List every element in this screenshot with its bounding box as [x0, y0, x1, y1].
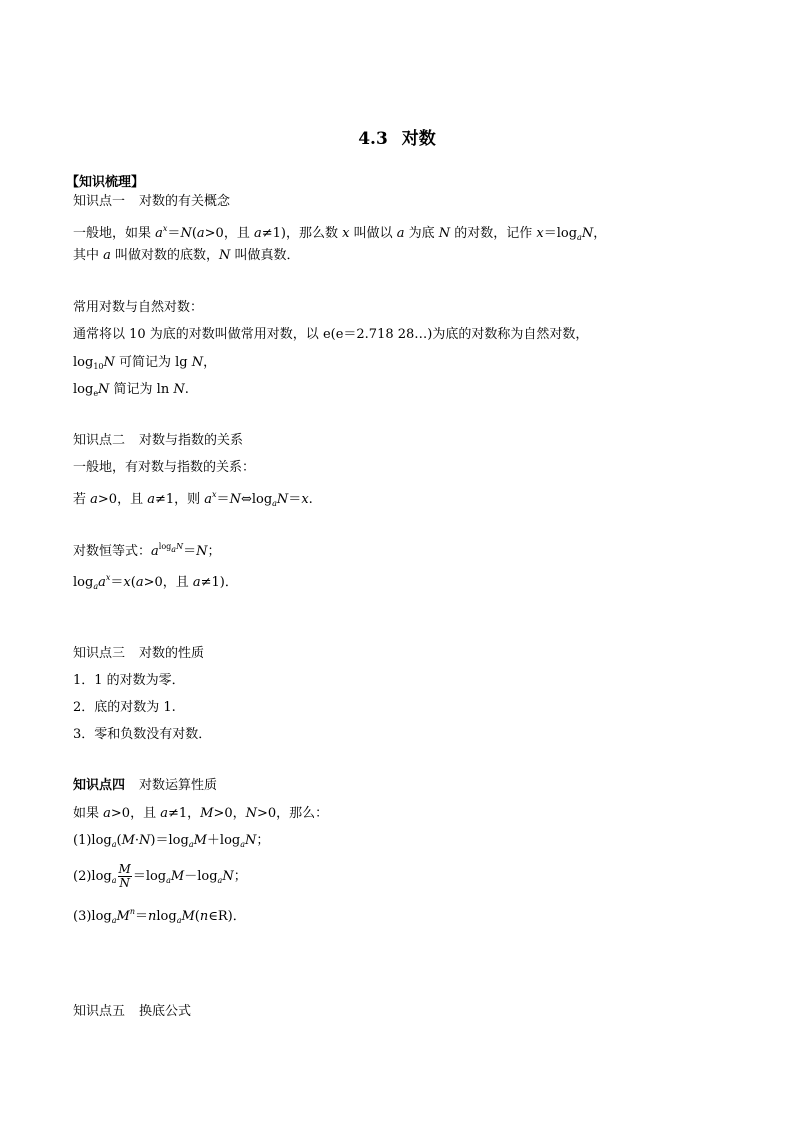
kp4-formula-1: $(1)\log_a(M\cdot N)=\log_aM+\log_aN$；: [73, 833, 270, 849]
title-text: 对数: [401, 129, 436, 149]
kp4-formula-2: $(2)\log_a$ $\frac{M}{N}$ $=\log_aM-\log_aN$；: [73, 862, 247, 890]
kp2-line1: 一般地，有对数与指数的关系：: [73, 460, 256, 475]
common-log-line1: 通常将以 10 为底的对数叫做常用对数，以 e(e＝2.718 28…)为底的对数称为自然对数，: [73, 327, 589, 342]
kp3-item-2: 2．底的对数为 1.: [73, 700, 176, 715]
kp3-item-3: 3．零和负数没有对数．: [73, 727, 212, 742]
kp2-line4: $\log_aa^x=x(a>0$，且 a≠1)．: [73, 573, 238, 591]
kp3-heading: [73, 645, 204, 663]
kp1-name: 对数的有关概念: [139, 194, 231, 209]
common-log-line2: $\log_{10}N$ 可简记为 lg N，: [73, 355, 217, 371]
kp4-name: 对数运算性质: [139, 778, 218, 793]
kp3-name: 对数的性质: [139, 646, 205, 661]
kp2-line2: 若 a>0，且 a≠1，则 $a^x=N\Leftrightarrow\log_aN=x$.: [73, 490, 313, 508]
kp2-identity: 对数恒等式：$a^{log_aN}=N$；: [73, 542, 221, 559]
kp1-line1: 一般地，如果 $a^x=N(a>0$，且 a≠1)，那么数 x 叫做以 a 为底 N 的对数，记作 $x=\log_aN$，: [73, 224, 607, 242]
kp1-heading: [73, 193, 230, 211]
kp2-name: 对数与指数的关系: [139, 433, 244, 448]
kp4-formula-3: $(3)\log_aM^n=nlog_aM(n\in R)$．: [73, 907, 246, 925]
kp2-heading: [73, 432, 243, 450]
page-title: [0, 124, 794, 149]
kp4-heading: [73, 777, 217, 795]
kp5-label: 知识点五: [73, 1004, 126, 1019]
title-number: 4.3: [358, 129, 388, 149]
kp4-condition: 如果 a>0，且 a≠1，M>0，N>0，那么：: [73, 806, 329, 821]
kp4-label: 知识点四: [73, 778, 126, 793]
fraction-m-over-n: $\frac{M}{N}$: [118, 862, 131, 890]
kp1-line2: 其中 a 叫做对数的底数，N 叫做真数．: [73, 248, 300, 263]
section-header: 【知识梳理】: [66, 175, 145, 190]
common-log-heading: 常用对数与自然对数：: [73, 300, 204, 315]
kp5-name: 换底公式: [139, 1004, 192, 1019]
kp1-label: 知识点一: [73, 194, 126, 209]
kp5-heading: [73, 1003, 191, 1021]
kp2-label: 知识点二: [73, 433, 126, 448]
kp3-item-1: 1．1 的对数为零．: [73, 673, 185, 688]
common-log-line3: $\log_eN$ 简记为 ln N.: [73, 382, 189, 398]
kp3-label: 知识点三: [73, 646, 126, 661]
